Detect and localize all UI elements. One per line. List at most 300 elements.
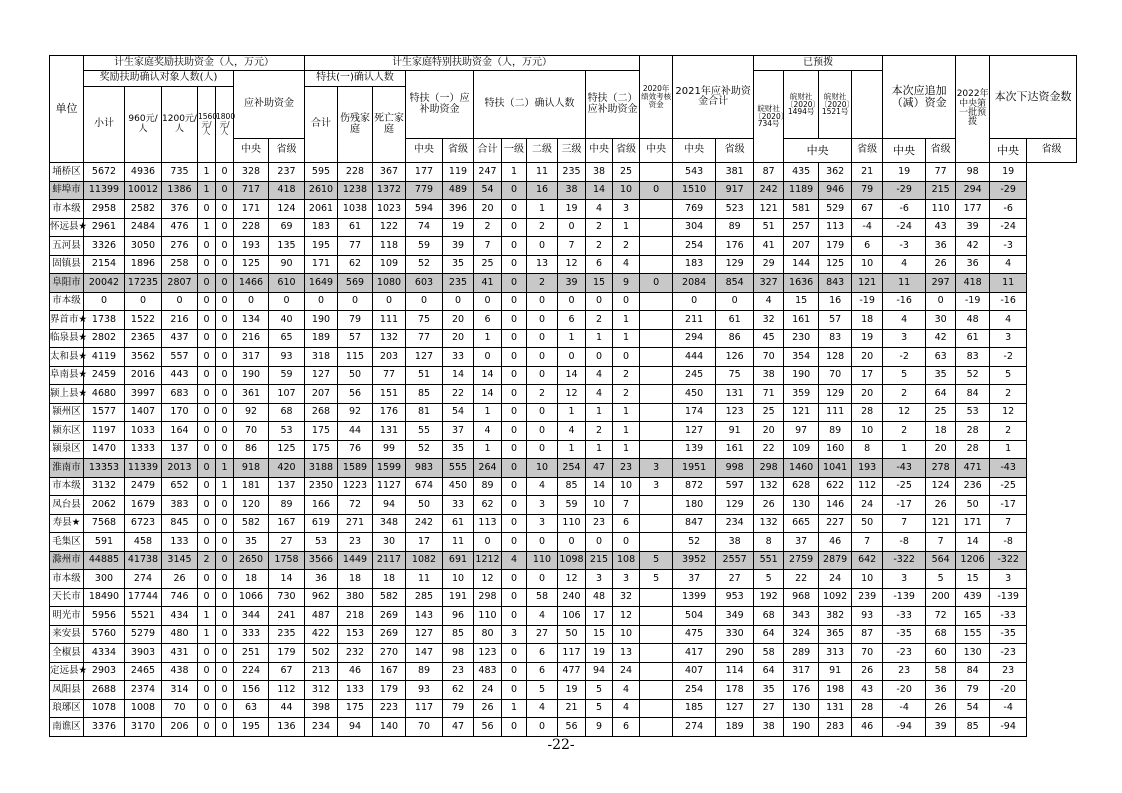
table-cell: 0 — [216, 181, 234, 200]
table-row — [50, 422, 1077, 441]
table-cell: 2903 — [84, 662, 125, 681]
table-cell: 367 — [373, 163, 406, 182]
table-cell: 854 — [716, 274, 754, 293]
table-cell: 68 — [269, 403, 305, 422]
table-cell: 17235 — [125, 274, 162, 293]
table-cell: 328 — [234, 163, 269, 182]
table-cell: 56 — [558, 718, 586, 737]
table-cell: 93 — [406, 681, 443, 700]
header-level3: 三级 — [558, 139, 586, 163]
table-cell: 178 — [716, 681, 754, 700]
table-cell: 333 — [234, 625, 269, 644]
table-cell: 206 — [162, 718, 198, 737]
table-cell: 35 — [234, 533, 269, 552]
table-cell: 113 — [819, 218, 852, 237]
table-cell: 0 — [216, 218, 234, 237]
table-cell: 0 — [502, 181, 527, 200]
table-cell: 0 — [216, 292, 234, 311]
table-cell: 115 — [338, 348, 373, 367]
table-cell: 74 — [406, 218, 443, 237]
table-row — [50, 699, 1077, 718]
table-cell: 0 — [673, 292, 716, 311]
table-cell: 0 — [198, 644, 216, 663]
table-cell: 1 — [586, 329, 613, 348]
table-cell: 555 — [443, 459, 474, 478]
table-cell: 3 — [640, 477, 673, 496]
table-cell: 1 — [883, 440, 926, 459]
table-cell: 3 — [502, 625, 527, 644]
table-cell: 444 — [673, 348, 716, 367]
table-cell: 2350 — [305, 477, 338, 496]
table-cell: 59 — [406, 237, 443, 256]
table-cell: 18 — [234, 570, 269, 589]
table-cell: 0 — [216, 366, 234, 385]
header-special2-confirm: 特扶（二）确认人数 — [474, 71, 586, 139]
table-cell: 99 — [373, 440, 406, 459]
table-cell: 0 — [216, 588, 234, 607]
table-cell: 232 — [338, 644, 373, 663]
table-cell: 4 — [990, 255, 1027, 274]
table-cell: 4 — [586, 366, 613, 385]
table-cell: -94 — [990, 718, 1027, 737]
table-cell: 7 — [990, 514, 1027, 533]
table-cell: 0 — [527, 292, 558, 311]
table-cell: 0 — [502, 681, 527, 700]
table-cell: 90 — [269, 255, 305, 274]
table-cell: 131 — [819, 699, 852, 718]
table-cell: 48 — [956, 311, 990, 330]
table-cell: 1 — [474, 440, 502, 459]
table-cell — [640, 681, 673, 700]
table-cell: 0 — [586, 292, 613, 311]
table-cell: 68 — [926, 625, 956, 644]
table-cell: 376 — [162, 200, 198, 219]
table-cell: 0 — [198, 588, 216, 607]
table-cell: 175 — [305, 440, 338, 459]
table-cell — [640, 329, 673, 348]
table-cell: 127 — [406, 348, 443, 367]
table-cell: 10 — [613, 477, 640, 496]
table-cell — [640, 403, 673, 422]
row-unit-name: 凤台县 — [50, 496, 84, 515]
table-cell: 38 — [754, 366, 784, 385]
table-row — [50, 496, 1077, 515]
table-cell: 3903 — [125, 644, 162, 663]
table-cell: 1 — [527, 200, 558, 219]
table-cell: 0 — [502, 200, 527, 219]
table-cell: 622 — [819, 477, 852, 496]
table-cell: 2 — [527, 385, 558, 404]
table-cell: 779 — [406, 181, 443, 200]
table-cell: 271 — [338, 514, 373, 533]
table-cell: 39 — [443, 237, 474, 256]
table-cell: 471 — [956, 459, 990, 478]
table-row — [50, 718, 1077, 737]
table-cell: 529 — [819, 200, 852, 219]
table-cell: 0 — [198, 274, 216, 293]
table-cell: 1 — [474, 329, 502, 348]
table-cell: 1092 — [819, 588, 852, 607]
table-cell: 185 — [673, 699, 716, 718]
table-cell: 47 — [443, 718, 474, 737]
header-prefund-2022: 2022年中央第一批预拨 — [956, 56, 990, 163]
table-cell: 2 — [527, 218, 558, 237]
table-cell: 0 — [527, 403, 558, 422]
table-cell: 283 — [819, 718, 852, 737]
table-cell: 60 — [926, 644, 956, 663]
table-cell: 2879 — [819, 551, 852, 570]
table-cell: 28 — [956, 422, 990, 441]
table-cell: 439 — [956, 588, 990, 607]
table-cell: 290 — [716, 644, 754, 663]
table-cell: 181 — [234, 477, 269, 496]
table-cell: 77 — [926, 163, 956, 182]
table-cell: 504 — [673, 607, 716, 626]
table-cell: 234 — [305, 718, 338, 737]
table-cell: 872 — [673, 477, 716, 496]
table-cell: 1333 — [125, 440, 162, 459]
table-cell: 398 — [305, 699, 338, 718]
table-cell: 0 — [613, 292, 640, 311]
table-cell: 230 — [784, 329, 819, 348]
table-cell: 42 — [926, 329, 956, 348]
table-cell: 32 — [613, 588, 640, 607]
table-cell: 0 — [502, 218, 527, 237]
table-cell: 0 — [216, 699, 234, 718]
header-death: 死亡家庭 — [373, 87, 406, 163]
table-cell: 983 — [406, 459, 443, 478]
table-cell: 133 — [162, 533, 198, 552]
table-cell: 0 — [502, 570, 527, 589]
table-cell: 0 — [502, 311, 527, 330]
header-total-2021: 2021年应补助资金合计 — [673, 56, 754, 139]
table-cell: 0 — [502, 422, 527, 441]
table-cell: 160 — [819, 440, 852, 459]
table-cell: 8 — [754, 533, 784, 552]
table-cell: 37 — [673, 570, 716, 589]
table-cell: 2 — [990, 422, 1027, 441]
table-cell: 84 — [956, 662, 990, 681]
table-row — [50, 218, 1077, 237]
table-cell: 0 — [527, 570, 558, 589]
row-unit-name: 颍东区 — [50, 422, 84, 441]
table-cell: 110 — [558, 514, 586, 533]
table-cell: 37 — [784, 533, 819, 552]
table-cell: 543 — [673, 163, 716, 182]
table-cell — [640, 218, 673, 237]
table-cell: 0 — [502, 366, 527, 385]
table-row — [50, 163, 1077, 182]
table-cell: 0 — [406, 292, 443, 311]
table-cell: 0 — [216, 496, 234, 515]
table-cell: 79 — [956, 681, 990, 700]
table-cell: 717 — [234, 181, 269, 200]
table-cell: 257 — [784, 218, 819, 237]
table-cell: 68 — [754, 607, 784, 626]
table-cell: 20042 — [84, 274, 125, 293]
table-cell: 175 — [305, 422, 338, 441]
table-cell: 89 — [716, 218, 754, 237]
table-cell: 3376 — [84, 718, 125, 737]
table-row — [50, 255, 1077, 274]
table-cell: 127 — [716, 699, 754, 718]
table-cell: 41 — [754, 237, 784, 256]
table-cell: 89 — [406, 662, 443, 681]
table-cell: 0 — [502, 477, 527, 496]
table-cell — [640, 366, 673, 385]
table-cell: 359 — [784, 385, 819, 404]
table-cell: 190 — [305, 311, 338, 330]
header-special1-fund: 特扶（一）应补助资金 — [406, 71, 474, 139]
table-cell: 57 — [819, 311, 852, 330]
table-cell: 1636 — [784, 274, 819, 293]
table-cell: 5672 — [84, 163, 125, 182]
table-cell: 61 — [338, 218, 373, 237]
table-cell: 2961 — [84, 218, 125, 237]
table-cell: 1470 — [84, 440, 125, 459]
table-cell: 0 — [198, 699, 216, 718]
table-cell: 46 — [819, 533, 852, 552]
table-cell: 1 — [613, 218, 640, 237]
table-row — [50, 311, 1077, 330]
header-reward-fund: 应补助资金 — [234, 71, 305, 139]
table-cell: 0 — [527, 237, 558, 256]
table-cell: 0 — [502, 385, 527, 404]
header-reward-confirm: 奖励扶助确认对象人数(人) — [84, 71, 234, 87]
table-cell: 85 — [443, 625, 474, 644]
table-cell: 477 — [558, 662, 586, 681]
header-1200: 1200元/人 — [162, 87, 198, 163]
header-prefunded: 已预拨 — [754, 56, 883, 71]
table-cell: 19 — [558, 681, 586, 700]
table-cell: 4 — [883, 311, 926, 330]
table-cell: 1 — [990, 440, 1027, 459]
table-cell: 344 — [234, 607, 269, 626]
table-cell: 83 — [956, 348, 990, 367]
table-cell: 998 — [716, 459, 754, 478]
table-cell: 4334 — [84, 644, 125, 663]
table-cell: 207 — [784, 237, 819, 256]
table-cell: 55 — [406, 422, 443, 441]
table-cell: 0 — [527, 348, 558, 367]
table-cell: 7 — [474, 237, 502, 256]
table-cell: 946 — [819, 181, 852, 200]
table-cell: 1 — [198, 218, 216, 237]
table-cell: 29 — [754, 255, 784, 274]
table-cell: 1 — [198, 163, 216, 182]
table-cell: 239 — [852, 588, 883, 607]
table-cell: 0 — [234, 292, 269, 311]
table-cell: 180 — [673, 496, 716, 515]
table-cell: 0 — [84, 292, 125, 311]
table-cell: 2 — [586, 422, 613, 441]
table-cell: 2650 — [234, 551, 269, 570]
table-cell: 3 — [586, 570, 613, 589]
table-cell: 6 — [586, 255, 613, 274]
table-cell: 6 — [474, 311, 502, 330]
table-cell: 0 — [502, 403, 527, 422]
row-unit-name: 颍泉区 — [50, 440, 84, 459]
table-cell: 94 — [338, 718, 373, 737]
table-row — [50, 551, 1077, 570]
table-cell: 9 — [586, 718, 613, 737]
table-cell: 26 — [926, 255, 956, 274]
table-cell: 0 — [125, 292, 162, 311]
table-cell: 192 — [754, 588, 784, 607]
table-cell: 1 — [474, 403, 502, 422]
table-cell: 28 — [956, 440, 990, 459]
table-cell: 564 — [926, 551, 956, 570]
table-row — [50, 607, 1077, 626]
table-cell: 489 — [443, 181, 474, 200]
table-cell: 58 — [527, 588, 558, 607]
header-issue-provincial: 省级 — [1027, 139, 1077, 163]
table-cell: 0 — [198, 385, 216, 404]
table-cell: 0 — [198, 255, 216, 274]
table-cell: 1577 — [84, 403, 125, 422]
table-cell: 61 — [443, 514, 474, 533]
table-cell: 2 — [527, 274, 558, 293]
table-cell: 314 — [162, 681, 198, 700]
table-cell: 2013 — [162, 459, 198, 478]
row-unit-name: 寿县★ — [50, 514, 84, 533]
table-cell: 285 — [406, 588, 443, 607]
table-cell: 140 — [373, 718, 406, 737]
table-cell: 0 — [558, 218, 586, 237]
table-cell: 54 — [474, 181, 502, 200]
table-cell: 0 — [198, 533, 216, 552]
table-cell: 5 — [754, 570, 784, 589]
table-cell: 1206 — [956, 551, 990, 570]
table-cell: 595 — [305, 163, 338, 182]
table-cell: 6 — [852, 237, 883, 256]
table-cell: 953 — [716, 588, 754, 607]
table-cell: 0 — [527, 533, 558, 552]
table-cell: 4 — [527, 607, 558, 626]
table-cell: 0 — [198, 329, 216, 348]
table-cell: 193 — [234, 237, 269, 256]
table-cell: 0 — [502, 588, 527, 607]
table-cell: 6 — [527, 662, 558, 681]
table-cell: 1522 — [125, 311, 162, 330]
table-cell: 13353 — [84, 459, 125, 478]
table-cell: 235 — [269, 625, 305, 644]
table-cell: 127 — [406, 625, 443, 644]
table-cell: 417 — [673, 644, 716, 663]
table-row — [50, 681, 1077, 700]
header-prefund-central: 中央 — [784, 139, 852, 163]
table-cell: 2 — [990, 385, 1027, 404]
table-cell: 133 — [338, 681, 373, 700]
table-cell: 746 — [162, 588, 198, 607]
table-cell: 164 — [162, 422, 198, 441]
table-cell: 53 — [269, 422, 305, 441]
table-cell — [640, 588, 673, 607]
table-cell: 1078 — [84, 699, 125, 718]
table-row — [50, 477, 1077, 496]
table-cell: 171 — [305, 255, 338, 274]
table-cell: 0 — [558, 292, 586, 311]
table-cell: 62 — [443, 681, 474, 700]
table-cell: 70 — [819, 366, 852, 385]
table-cell: 18490 — [84, 588, 125, 607]
table-cell: 21 — [852, 163, 883, 182]
table-cell: 0 — [216, 385, 234, 404]
table-cell: -29 — [883, 181, 926, 200]
table-cell: -43 — [990, 459, 1027, 478]
table-cell: 0 — [216, 329, 234, 348]
table-cell: 62 — [474, 496, 502, 515]
table-cell: 23 — [586, 514, 613, 533]
table-cell: 683 — [162, 385, 198, 404]
table-cell: 65 — [269, 329, 305, 348]
table-cell: 203 — [373, 348, 406, 367]
table-cell: 1738 — [84, 311, 125, 330]
table-cell: 69 — [269, 218, 305, 237]
table-cell: 0 — [443, 292, 474, 311]
table-cell: 98 — [443, 644, 474, 663]
table-cell: 235 — [558, 163, 586, 182]
table-cell: 112 — [852, 477, 883, 496]
table-cell: 237 — [269, 163, 305, 182]
table-cell: 25 — [754, 403, 784, 422]
table-cell: 3 — [883, 329, 926, 348]
table-cell: 58 — [754, 644, 784, 663]
table-cell: 476 — [162, 218, 198, 237]
table-cell: -4 — [990, 699, 1027, 718]
table-cell: 10 — [586, 496, 613, 515]
table-cell: 189 — [716, 718, 754, 737]
table-cell: 1951 — [673, 459, 716, 478]
table-cell: 46 — [852, 718, 883, 737]
table-cell: -43 — [883, 459, 926, 478]
table-cell: 79 — [852, 181, 883, 200]
table-cell: 38 — [716, 533, 754, 552]
table-cell: 1449 — [338, 551, 373, 570]
table-cell: 2479 — [125, 477, 162, 496]
table-cell: 58 — [926, 662, 956, 681]
table-cell: 16 — [527, 181, 558, 200]
table-cell: -33 — [990, 607, 1027, 626]
table-cell: 278 — [926, 459, 956, 478]
table-cell: 166 — [305, 496, 338, 515]
table-cell: 38 — [754, 718, 784, 737]
table-cell: 17 — [852, 366, 883, 385]
table-cell: 0 — [198, 422, 216, 441]
table-row — [50, 237, 1077, 256]
table-cell: 434 — [162, 607, 198, 626]
table-cell: 843 — [819, 274, 852, 293]
table-cell: 20 — [474, 200, 502, 219]
table-cell: 45 — [754, 329, 784, 348]
table-cell: 190 — [784, 366, 819, 385]
table-cell: 18 — [373, 570, 406, 589]
table-cell: 129 — [819, 385, 852, 404]
row-unit-name: 太和县★ — [50, 348, 84, 367]
table-cell: 269 — [373, 607, 406, 626]
table-cell: 3 — [613, 570, 640, 589]
table-cell: 0 — [198, 477, 216, 496]
table-row — [50, 329, 1077, 348]
table-cell: 70 — [406, 718, 443, 737]
table-cell: 2807 — [162, 274, 198, 293]
table-cell: 4 — [754, 292, 784, 311]
table-cell: 79 — [338, 311, 373, 330]
table-cell: 1 — [613, 440, 640, 459]
table-cell: 247 — [474, 163, 502, 182]
table-cell: 274 — [673, 718, 716, 737]
table-cell: 3997 — [125, 385, 162, 404]
